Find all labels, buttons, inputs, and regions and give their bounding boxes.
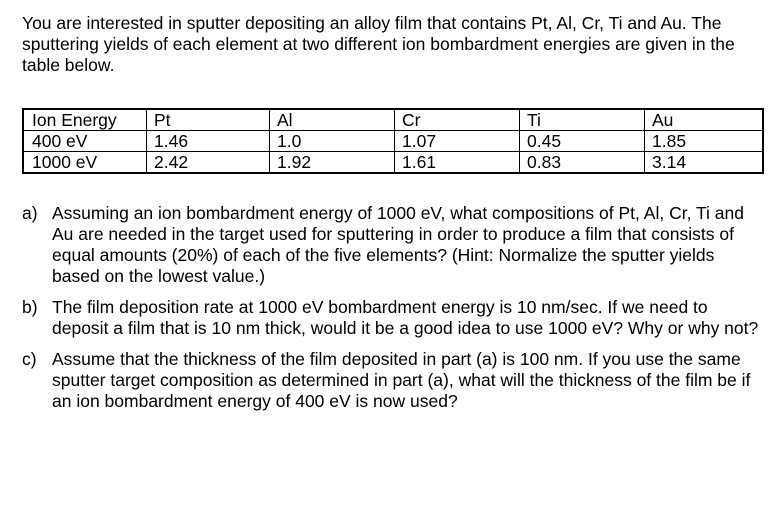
header-pt: Pt <box>147 109 270 131</box>
table-row <box>23 152 763 174</box>
question-label: b) <box>22 297 38 317</box>
sputter-yield-table <box>22 108 764 174</box>
header-ti: Ti <box>520 109 645 131</box>
header-au: Au <box>645 109 764 131</box>
cell-au: 1.85 <box>645 131 764 152</box>
cell-al: 1.92 <box>270 152 395 174</box>
table-header-row <box>23 109 763 131</box>
header-cr: Cr <box>395 109 520 131</box>
question-text: Assume that the thickness of the film deposited in part (a) is 100 nm. If you use the same sputter target composition as determined in part (a), what will the thickness of the film be if an ion bombardment energy of 400 eV is now used? <box>52 349 751 411</box>
question-text: The film deposition rate at 1000 eV bombardment energy is 10 nm/sec. If we need to deposit a film that is 10 nm thick, would it be a good idea to use 1000 eV? Why or why not? <box>52 297 759 338</box>
question-label: c) <box>22 349 37 369</box>
cell-ti: 0.83 <box>520 152 645 174</box>
question-label: a) <box>22 203 38 223</box>
cell-au: 3.14 <box>645 152 764 174</box>
question-a <box>22 203 762 287</box>
question-list <box>22 203 762 422</box>
cell-energy: 1000 eV <box>23 152 147 174</box>
cell-al: 1.0 <box>270 131 395 152</box>
table-row <box>23 131 763 152</box>
question-c <box>22 349 762 412</box>
header-al: Al <box>270 109 395 131</box>
cell-pt: 1.46 <box>147 131 270 152</box>
cell-cr: 1.61 <box>395 152 520 174</box>
question-b <box>22 297 762 339</box>
question-text: Assuming an ion bombardment energy of 1000 eV, what compositions of Pt, Al, Cr, Ti and Au are needed in the target used for sputtering in order to produce a film that consists of equal amounts (20%) of each of the five elements? (Hint: Normalize the sputter yields based on the lowest value.) <box>52 203 744 286</box>
header-ion-energy: Ion Energy <box>23 109 147 131</box>
cell-ti: 0.45 <box>520 131 645 152</box>
cell-energy: 400 eV <box>23 131 147 152</box>
cell-cr: 1.07 <box>395 131 520 152</box>
problem-intro: You are interested in sputter depositing an alloy film that contains Pt, Al, Cr, Ti and Au. The sputtering yields of each element at two different ion bombardment energies are given in the table below. <box>22 13 735 75</box>
cell-pt: 2.42 <box>147 152 270 174</box>
